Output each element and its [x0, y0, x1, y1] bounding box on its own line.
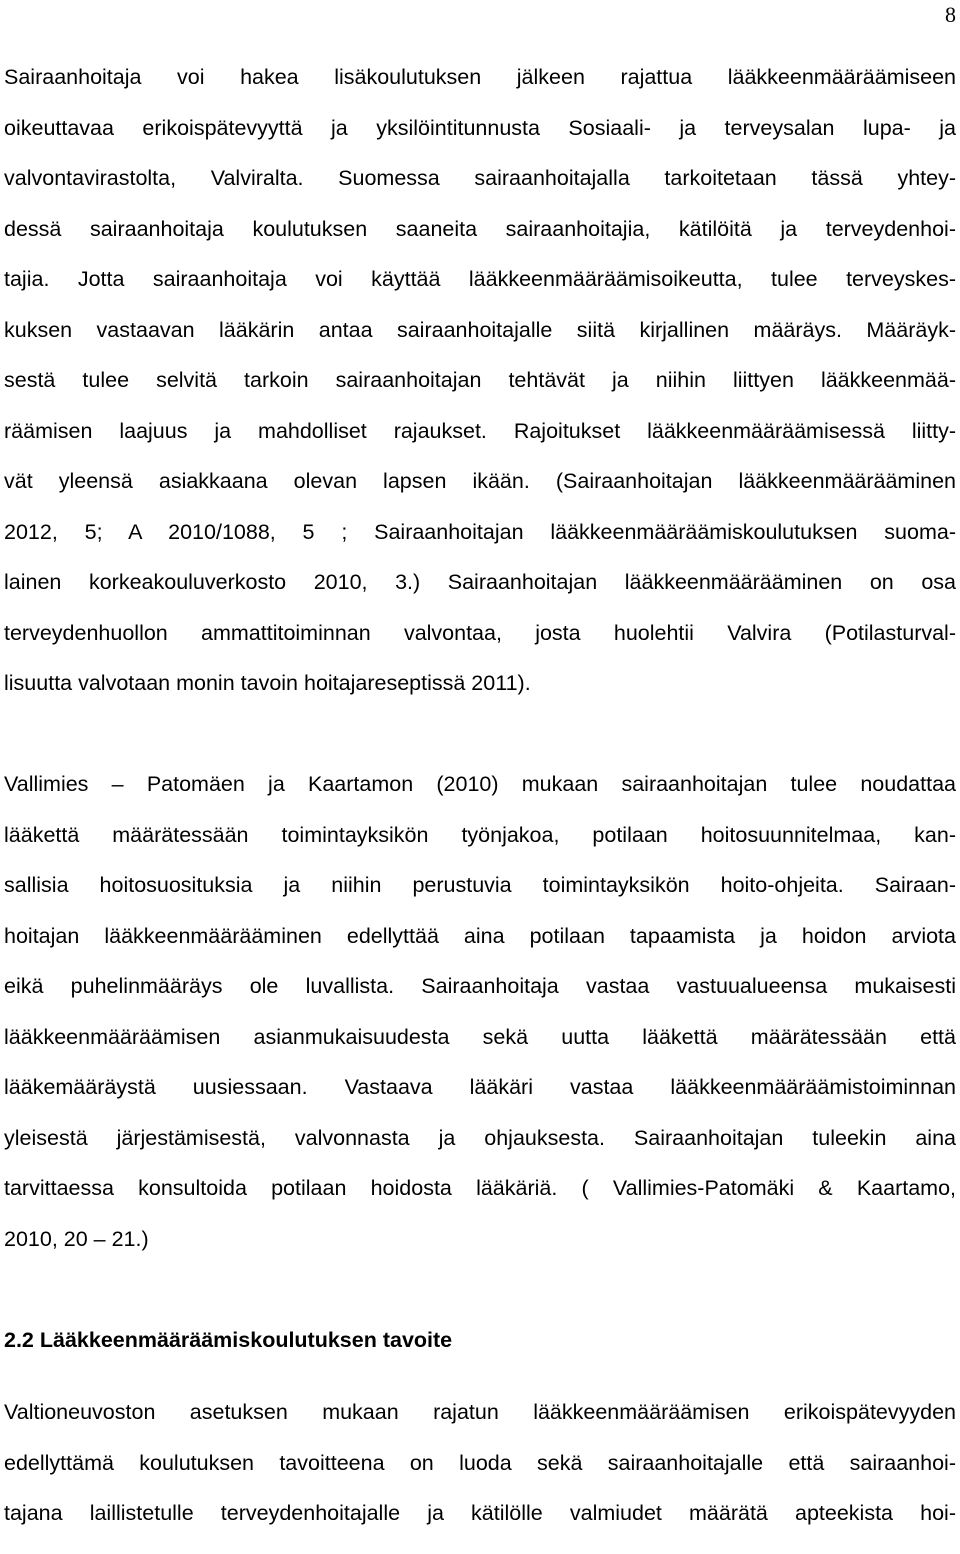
text-line: Vallimies – Patomäen ja Kaartamon (2010) mukaan sairaanhoitajan tulee noudattaa	[4, 772, 956, 796]
text-line: sallisia hoitosuosituksia ja niihin perustuvia toimintayksikön hoito-ohjeita. Sairaan-	[4, 873, 956, 897]
text-line: kuksen vastaavan lääkärin antaa sairaanhoitajalle siitä kirjallinen määräys. Määräyk-	[4, 317, 956, 342]
text-line: hoitajan lääkkeenmääräämi​nen edellyttää aina potilaan tapaamista ja hoidon arviota	[4, 923, 956, 948]
text-line: tarvittaessa konsultoida potilaan hoidosta lääkäriä. ( Vallimies-Patomäki & Kaartamo,	[4, 1176, 956, 1200]
paragraph-vallimies	[4, 759, 956, 1264]
paragraph-spacer	[4, 1264, 956, 1315]
text-line: Valtioneuvoston asetuksen mukaan rajatun lääkkeenmääräämisen erikoispätevyyden	[4, 1400, 956, 1424]
text-line: lääkettä määrätessään toimintayksikön työnjakoa, potilaan hoitosuunnitelmaa, kan-	[4, 822, 956, 847]
text-line: Sairaanhoitaja voi hakea lisäkoulutuksen jälkeen rajattua lääkkeenmääräämiseen	[4, 65, 956, 89]
text-line: tajia. Jotta sairaanhoitaja voi käyttää lääkkeenmääräämisoikeutta, tulee terveyskes-	[4, 267, 956, 291]
text-line: eikä puhelinmääräys ole luvallista. Sairaanhoitaja vastaa vastuualueensa mukaisesti	[4, 974, 956, 998]
text-line: sestä tulee selvitä tarkoin sairaanhoitajan tehtävät ja niihin liittyen lääkkeenmää-	[4, 368, 956, 392]
text-line: vät yleensä asiakkaana olevan lapsen ikään. (Sairaanhoitajan lääkkeenmääräämi​nen	[4, 469, 956, 493]
text-line: 2012, 5; A 2010/1088, 5 ; Sairaanhoitajan lääkkeenmääräämiskoulutuksen suoma-	[4, 519, 956, 544]
text-line: lääkkeenmääräämisen asianmukaisuudesta sekä uutta lääkettä määrätessään että	[4, 1024, 956, 1049]
text-line: edellyttämä koulutuksen tavoitteena on luoda sekä sairaanhoitajalle että sairaanhoi-	[4, 1450, 956, 1475]
text-line: dessä sairaanhoitaja koulutuksen saaneita sairaanhoitajia, kätilöitä ja terveydenhoi-	[4, 216, 956, 241]
paragraph-spacer	[4, 1365, 956, 1387]
text-line: tajana laillistetulle terveydenhoitajalle ja kätilölle valmiudet määrätä apteekista hoi-	[4, 1501, 956, 1525]
paragraph-valtioneuvosto	[4, 1387, 956, 1539]
text-line: lisuutta valvotaan monin tavoin hoitajareseptissä 2011).	[4, 671, 531, 695]
text-line: 2010, 20 – 21.)	[4, 1226, 149, 1251]
text-line: lainen korkeakouluverkosto 2010, 3.) Sairaanhoitajan lääkkeenmääräämi​nen on osa	[4, 570, 956, 594]
text-line: terveydenhuollon ammattitoiminnan valvontaa, josta huolehtii Valvira (Potilasturval-	[4, 620, 956, 645]
text-line: valvontavirastolta, Valviralta. Suomessa sairaanhoitajalla tarkoitetaan tässä yhtey-	[4, 166, 956, 190]
text-line: yleisestä järjestämisestä, valvonnasta ja ohjauksesta. Sairaanhoitajan tuleekin aina	[4, 1125, 956, 1150]
text-line: räämisen laajuus ja mahdolliset rajaukset. Rajoitukset lääkkeenmääräämisessä liitty-	[4, 418, 956, 443]
page-number: 8	[945, 2, 956, 27]
paragraph-valvira	[4, 52, 956, 709]
text-line: oikeuttavaa erikoispätevyyttä ja yksilöintitunnusta Sosiaali- ja terveysalan lupa- ja	[4, 115, 956, 140]
document-body	[4, 52, 956, 1539]
paragraph-spacer	[4, 709, 956, 760]
text-line: lääkemääräystä uusiessaan. Vastaava lääkäri vastaa lääkkeenmääräämistoiminnan	[4, 1075, 956, 1099]
section-heading: 2.2 Lääkkeenmääräämiskoulutuksen tavoite	[4, 1327, 453, 1352]
